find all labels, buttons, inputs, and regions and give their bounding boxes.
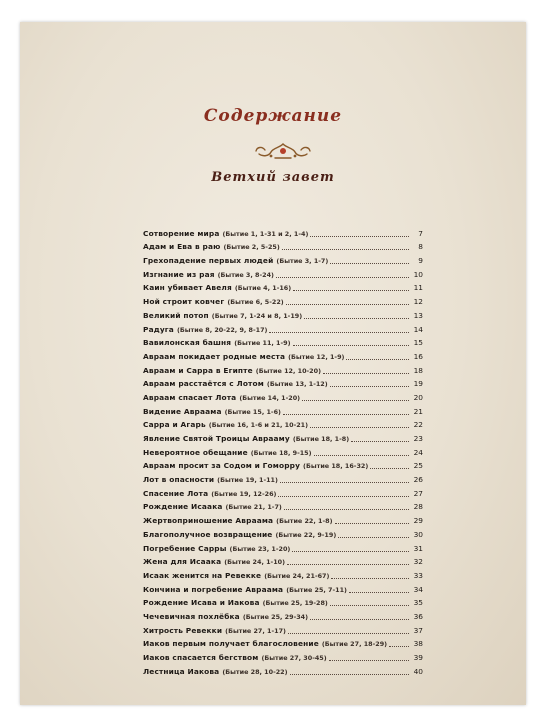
dot-leader [288,633,409,634]
toc-entry-page-number: 15 [413,338,423,348]
dot-leader [330,263,409,264]
toc-entry-reference: (Бытие 24, 1-10) [224,558,286,567]
toc-entry-page-number: 18 [413,365,423,375]
dot-leader [370,468,409,469]
toc-entry-title: Благополучное возвращение [143,529,273,539]
dot-leader [293,345,409,346]
toc-entry-title: Явление Святой Троицы Аврааму [143,434,290,443]
toc-entry-page-number: 38 [413,639,423,649]
toc-entry-title: Кончина и погребение Авраама [143,584,284,594]
toc-entry-reference: (Бытие 22, 9-19) [275,530,337,539]
toc-entry-title: Изгнание из рая [143,269,215,279]
toc-entry-title: Погребение Сарры [143,543,227,553]
toc-entry-title: Адам и Ева в раю [143,242,221,252]
dot-leader [329,660,409,661]
toc-entry-reference: (Бытие 23, 1-20) [229,544,291,553]
dot-leader [351,441,409,442]
toc-entry-page-number: 37 [413,625,423,635]
dot-leader [338,537,409,538]
toc-entry-page-number: 36 [413,611,423,621]
toc-entry-page-number: 11 [413,283,423,293]
toc-entry[interactable] [143,472,423,486]
toc-entry[interactable] [143,322,423,336]
toc-entry[interactable] [143,596,423,610]
toc-entry-page-number: 14 [413,324,423,334]
toc-entry-page-number: 20 [413,392,423,402]
dot-leader [330,605,409,606]
toc-entry-page-number: 13 [413,310,423,320]
toc-entry[interactable] [143,281,423,295]
dot-leader [323,373,409,374]
toc-entry-reference: (Бытие 3, 1-7) [276,257,329,266]
toc-entry-page-number: 24 [413,447,423,457]
toc-entry-page-number: 35 [413,598,423,608]
dot-leader [330,386,409,387]
toc-entry[interactable] [143,267,423,281]
toc-entry[interactable] [143,418,423,432]
toc-entry-reference: (Бытие 25, 7-11) [286,585,347,594]
toc-entry-title: Авраам покидает родные места [143,351,286,361]
toc-entry[interactable] [143,555,423,569]
toc-entry-page-number: 7 [418,228,423,238]
toc-entry-page-number: 34 [413,584,423,594]
toc-entry-page-number: 10 [413,269,423,279]
toc-entry[interactable] [143,500,423,514]
toc-entry-reference: (Бытие 18, 1-8) [292,435,350,443]
dot-leader [282,249,409,250]
dot-leader [302,400,409,401]
toc-entry-reference: (Бытие 15, 1-6) [224,407,281,416]
toc-entry-title: Каин убивает Авеля [143,283,232,293]
toc-entry[interactable] [143,527,423,541]
toc-entry-reference: (Бытие 28, 10-22) [222,667,288,676]
dot-leader [335,523,410,524]
toc-entry-page-number: 12 [413,297,423,307]
toc-entry[interactable] [143,445,423,459]
toc-entry-reference: (Бытие 27, 30-45) [261,654,327,662]
toc-entry-page-number: 27 [413,488,423,498]
toc-entry[interactable] [143,377,423,391]
toc-entry[interactable] [143,609,423,623]
toc-entry-reference: (Бытие 22, 1-8) [276,517,333,526]
toc-entry[interactable] [143,226,423,240]
book-page [20,22,526,705]
toc-entry-reference: (Бытие 27, 18-29) [321,640,388,649]
section-title: Ветхий завет [211,170,335,185]
toc-entry[interactable] [143,486,423,500]
toc-entry-page-number: 16 [413,351,423,361]
toc-entry[interactable] [143,541,423,555]
contents-title: Содержание [203,106,343,126]
dot-leader [283,414,409,415]
toc-entry-title: Радуга [143,324,174,334]
toc-entry-title: Рождение Исава и Иакова [143,598,260,608]
toc-entry[interactable] [143,240,423,254]
toc-entry[interactable] [143,650,423,664]
dot-leader [310,236,409,237]
dot-leader [389,646,409,647]
toc-entry-title: Авраам спасает Лота [143,392,237,402]
toc-entry-reference: (Бытие 25, 29-34) [242,612,309,621]
toc-entry-page-number: 30 [413,529,423,539]
toc-entry-page-number: 31 [413,543,423,553]
toc-entry[interactable] [143,459,423,473]
toc-entry-title: Жертвоприношение Авраама [143,516,274,526]
toc-entry[interactable] [143,253,423,267]
toc-entry-page-number: 25 [413,461,423,471]
toc-entry[interactable] [143,582,423,596]
dot-leader [278,496,409,497]
toc-entry-page-number: 28 [413,502,423,512]
dot-leader [286,304,409,305]
toc-entry-reference: (Бытие 1, 1-31 и 2, 1-4) [222,229,309,238]
toc-entry-page-number: 26 [413,475,423,485]
toc-entry-reference: (Бытие 12, 1-9) [288,352,345,361]
dot-leader [310,619,409,620]
dot-leader [276,277,409,278]
dot-leader [331,578,409,579]
dot-leader [287,564,409,565]
toc-entry-page-number: 29 [413,516,423,526]
toc-entry-page-number: 23 [413,434,423,443]
dot-leader [280,482,409,483]
toc-entry-reference: (Бытие 2, 5-25) [223,243,280,252]
toc-entry[interactable] [143,664,423,678]
toc-entry-title: Иаков спасается бегством [143,653,259,662]
toc-entry-reference: (Бытие 3, 8-24) [217,270,274,279]
dot-leader [292,551,409,552]
dot-leader [293,290,409,291]
toc-entry-reference: (Бытие 25, 19-28) [262,599,328,608]
toc-entry-title: Лот в опасности [143,475,215,485]
toc-entry-reference: (Бытие 11, 1-9) [234,339,291,348]
toc-entry-reference: (Бытие 18, 16-32) [303,462,369,471]
toc-entry-title: Лестница Иакова [143,666,220,676]
toc-entry[interactable] [143,363,423,377]
toc-entry-title: Жена для Исаака [143,557,222,567]
toc-entry-title: Сарра и Агарь [143,420,206,430]
toc-entry-reference: (Бытие 12, 10-20) [255,366,321,375]
toc-entry-title: Видение Авраама [143,406,222,416]
toc-entry[interactable] [143,568,423,582]
toc-entry[interactable] [143,390,423,404]
toc-entry-title: Авраам и Сарра в Египте [143,365,253,375]
toc-entry-page-number: 33 [413,570,423,580]
toc-entry-title: Хитрость Ревекки [143,625,223,635]
toc-entry-page-number: 21 [413,406,423,416]
toc-entry-reference: (Бытие 14, 1-20) [239,393,301,402]
toc-entry-page-number: 22 [413,420,423,430]
toc-entry-reference: (Бытие 27, 1-17) [225,626,286,635]
toc-entry-title: Иаков первым получает благословение [143,639,319,649]
toc-entry-reference: (Бытие 8, 20-22, 9, 8-17) [176,325,268,334]
toc-entry-title: Невероятное обещание [143,447,248,457]
toc-entry-title: Великий потоп [143,310,209,320]
toc-entry[interactable] [143,513,423,527]
toc-entry-reference: (Бытие 19, 1-11) [217,476,278,485]
dot-leader [269,332,409,333]
toc-entry-title: Авраам просит за Содом и Гоморру [143,461,301,471]
toc-entry-title: Чечевичная похлёбка [143,611,240,621]
toc-entry-page-number: 39 [413,653,423,662]
toc-entry-title: Грехопадение первых людей [143,256,274,266]
toc-entry-page-number: 32 [413,557,423,567]
toc-entry[interactable] [143,308,423,322]
toc-entry-reference: (Бытие 18, 9-15) [250,448,312,457]
toc-entry[interactable] [143,336,423,350]
dot-leader [346,359,409,360]
decorative-flourish-icon [253,140,313,162]
table-of-contents [143,226,423,678]
toc-entry-title: Исаак женится на Ревекке [143,570,262,580]
toc-entry-reference: (Бытие 16, 1-6 и 21, 10-21) [208,421,309,430]
toc-entry[interactable] [143,294,423,308]
dot-leader [310,427,409,428]
toc-entry[interactable] [143,637,423,651]
toc-entry-title: Спасение Лота [143,488,209,498]
toc-entry[interactable] [143,431,423,445]
toc-entry-page-number: 40 [413,666,423,676]
dot-leader [304,318,409,319]
toc-entry-title: Вавилонская башня [143,338,232,348]
toc-entry-title: Рождение Исаака [143,502,223,512]
dot-leader [290,674,409,675]
toc-entry[interactable] [143,623,423,637]
dot-leader [314,455,409,456]
dot-leader [284,509,409,510]
toc-entry-page-number: 9 [418,256,423,266]
toc-entry-reference: (Бытие 21, 1-7) [225,503,282,512]
toc-entry-title: Ной строит ковчег [143,297,225,307]
toc-entry-reference: (Бытие 13, 1-12) [266,380,328,389]
toc-entry-reference: (Бытие 6, 5-22) [227,298,284,307]
toc-entry-title: Авраам расстаётся с Лотом [143,379,264,389]
toc-entry-reference: (Бытие 19, 12-26) [211,489,277,498]
toc-entry[interactable] [143,349,423,363]
toc-entry-page-number: 19 [413,379,423,389]
toc-entry-page-number: 8 [418,242,423,252]
toc-entry-reference: (Бытие 24, 21-67) [264,571,330,580]
toc-entry-reference: (Бытие 7, 1-24 и 8, 1-19) [211,311,303,320]
toc-entry[interactable] [143,404,423,418]
dot-leader [349,592,409,593]
toc-entry-reference: (Бытие 4, 1-16) [234,284,292,293]
toc-entry-title: Сотворение мира [143,228,220,238]
